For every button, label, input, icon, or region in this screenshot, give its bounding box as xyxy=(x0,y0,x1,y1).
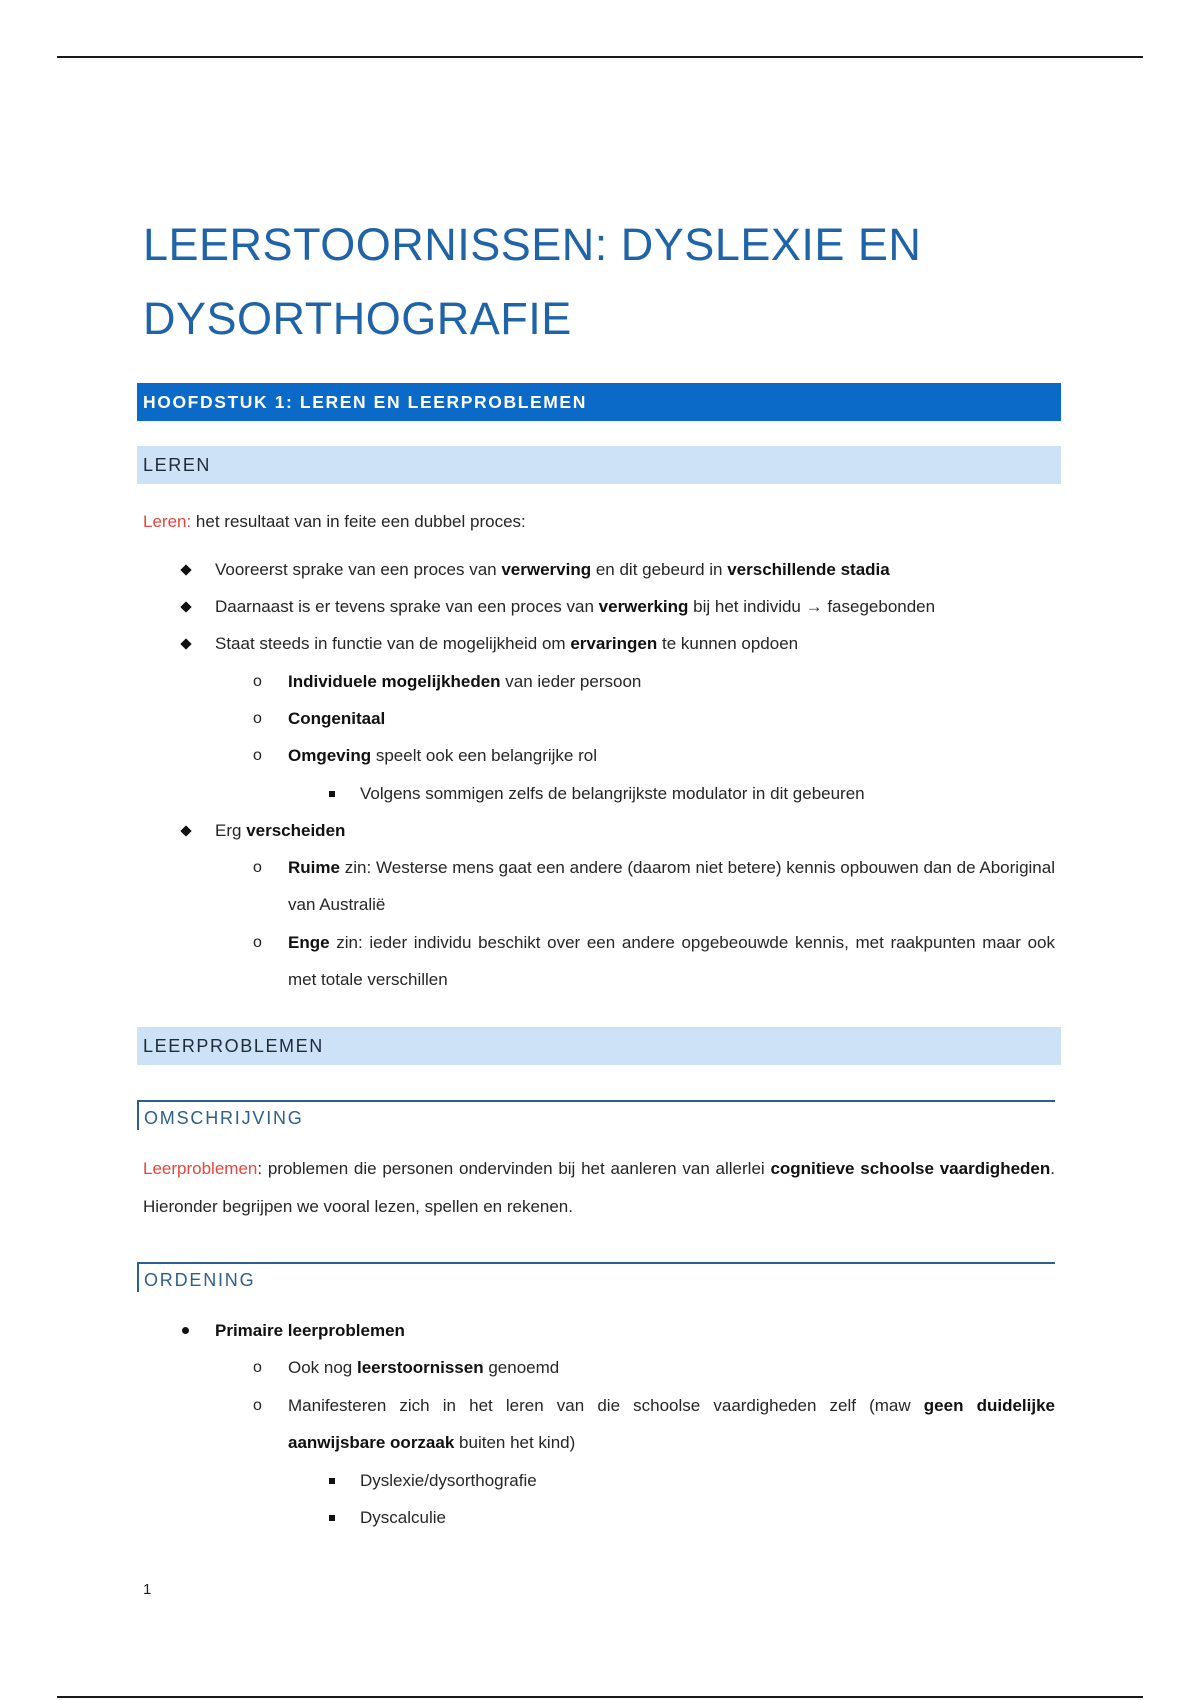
list-item xyxy=(0,1349,1055,1387)
circle-bullet-icon: o xyxy=(253,1397,262,1414)
list-item xyxy=(0,849,1055,924)
item-text: Volgens sommigen zelfs de belangrijkste modulator in dit gebeuren xyxy=(360,784,865,803)
list-item xyxy=(0,1387,1055,1462)
page-top-rule xyxy=(57,56,1143,58)
item-bold: verschillende stadia xyxy=(727,560,890,579)
dot-bullet-icon xyxy=(182,1327,189,1334)
square-bullet-icon xyxy=(329,1478,335,1484)
circle-bullet-icon: o xyxy=(253,859,262,876)
list-item xyxy=(0,551,1055,588)
item-bold: Congenitaal xyxy=(288,709,386,728)
item-bold: Ruime xyxy=(288,858,340,877)
circle-bullet-icon: o xyxy=(253,710,262,727)
list-item xyxy=(0,924,1055,999)
item-text: Daarnaast is er tevens sprake van een proces van xyxy=(215,597,599,616)
item-bold: Omgeving xyxy=(288,746,372,765)
diamond-bullet-icon xyxy=(180,564,191,575)
subsection-heading-ordening: ORDENING xyxy=(137,1262,1055,1292)
item-bold: verscheiden xyxy=(246,821,346,840)
page-number: 1 xyxy=(143,1581,152,1598)
leerproblemen-definition xyxy=(143,1150,1055,1226)
item-text: van ieder persoon xyxy=(500,672,642,691)
list-item xyxy=(0,812,1055,849)
square-bullet-icon xyxy=(329,1515,335,1521)
list-item xyxy=(0,663,1055,700)
list-item xyxy=(0,1312,1055,1349)
item-text: Ook nog xyxy=(288,1358,357,1377)
page-bottom-rule xyxy=(57,1696,1143,1698)
title-line-1: LEERSTOORNISSEN: DYSLEXIE EN xyxy=(143,219,922,270)
leren-definition xyxy=(143,503,1055,541)
list-item xyxy=(0,737,1055,775)
definition-bold: cognitieve schoolse vaardigheden xyxy=(770,1159,1051,1178)
list-item xyxy=(0,1462,1055,1499)
item-bold: verwerving xyxy=(501,560,592,579)
leren-bullet-list xyxy=(0,551,1200,999)
item-text: Erg xyxy=(215,821,247,840)
item-text: bij het individu → fasegebonden xyxy=(688,597,936,616)
list-item xyxy=(0,1499,1055,1536)
item-bold: Primaire leerproblemen xyxy=(215,1321,405,1340)
item-text: Vooreerst sprake van een proces van xyxy=(215,560,502,579)
item-bold: verwerking xyxy=(598,597,689,616)
chapter-heading: HOOFDSTUK 1: LEREN EN LEERPROBLEMEN xyxy=(137,383,1061,421)
diamond-bullet-icon xyxy=(180,601,191,612)
subsection-heading-omschrijving: OMSCHRIJVING xyxy=(137,1100,1055,1130)
title-line-2: DYSORTHOGRAFIE xyxy=(143,293,572,344)
list-item xyxy=(0,625,1055,663)
list-item xyxy=(0,775,1055,812)
item-text: buiten het kind) xyxy=(454,1433,576,1452)
section-heading-leren: LEREN xyxy=(137,446,1061,484)
circle-bullet-icon: o xyxy=(253,747,262,764)
item-text: zin: Westerse mens gaat een andere (daarom niet betere) kennis opbouwen dan de Aboriginal van Australië xyxy=(288,858,1055,914)
item-text: Manifesteren zich in het leren van die schoolse vaardigheden zelf (maw xyxy=(288,1396,924,1415)
document-title xyxy=(143,208,1093,356)
item-text: genoemd xyxy=(483,1358,560,1377)
circle-bullet-icon: o xyxy=(253,1359,262,1376)
item-text: en dit gebeurd in xyxy=(591,560,728,579)
definition-text: het resultaat van in feite een dubbel proces: xyxy=(191,512,526,531)
item-bold: leerstoornissen xyxy=(357,1358,484,1377)
diamond-bullet-icon xyxy=(180,638,191,649)
item-text: Dyslexie/dysorthografie xyxy=(360,1471,537,1490)
circle-bullet-icon: o xyxy=(253,673,262,690)
item-bold: geen duidelijke aanwijsbare oorzaak xyxy=(288,1396,1055,1452)
circle-bullet-icon: o xyxy=(253,934,262,951)
item-text: speelt ook een belangrijke rol xyxy=(371,746,597,765)
diamond-bullet-icon xyxy=(180,825,191,836)
section-heading-leerproblemen: LEERPROBLEMEN xyxy=(137,1027,1061,1065)
list-item xyxy=(0,588,1055,625)
square-bullet-icon xyxy=(329,791,335,797)
definition-text: : problemen die personen ondervinden bij het aanleren van allerlei xyxy=(257,1159,771,1178)
term-leerproblemen: Leerproblemen xyxy=(143,1159,258,1178)
item-bold: ervaringen xyxy=(570,634,658,653)
item-text: zin: ieder individu beschikt over een andere opgebeouwde kennis, met raakpunten maar ook met totale verschillen xyxy=(288,933,1055,989)
definition-text: . Hieronder begrijpen we vooral lezen, spellen en rekenen. xyxy=(143,1159,1055,1216)
item-text: Staat steeds in functie van de mogelijkheid om xyxy=(215,634,571,653)
ordening-bullet-list xyxy=(0,1312,1200,1536)
term-leren: Leren: xyxy=(143,512,192,531)
list-item xyxy=(0,700,1055,737)
item-text: Dyscalculie xyxy=(360,1508,446,1527)
item-bold: Individuele mogelijkheden xyxy=(288,672,501,691)
item-text: te kunnen opdoen xyxy=(657,634,799,653)
item-bold: Enge xyxy=(288,933,330,952)
